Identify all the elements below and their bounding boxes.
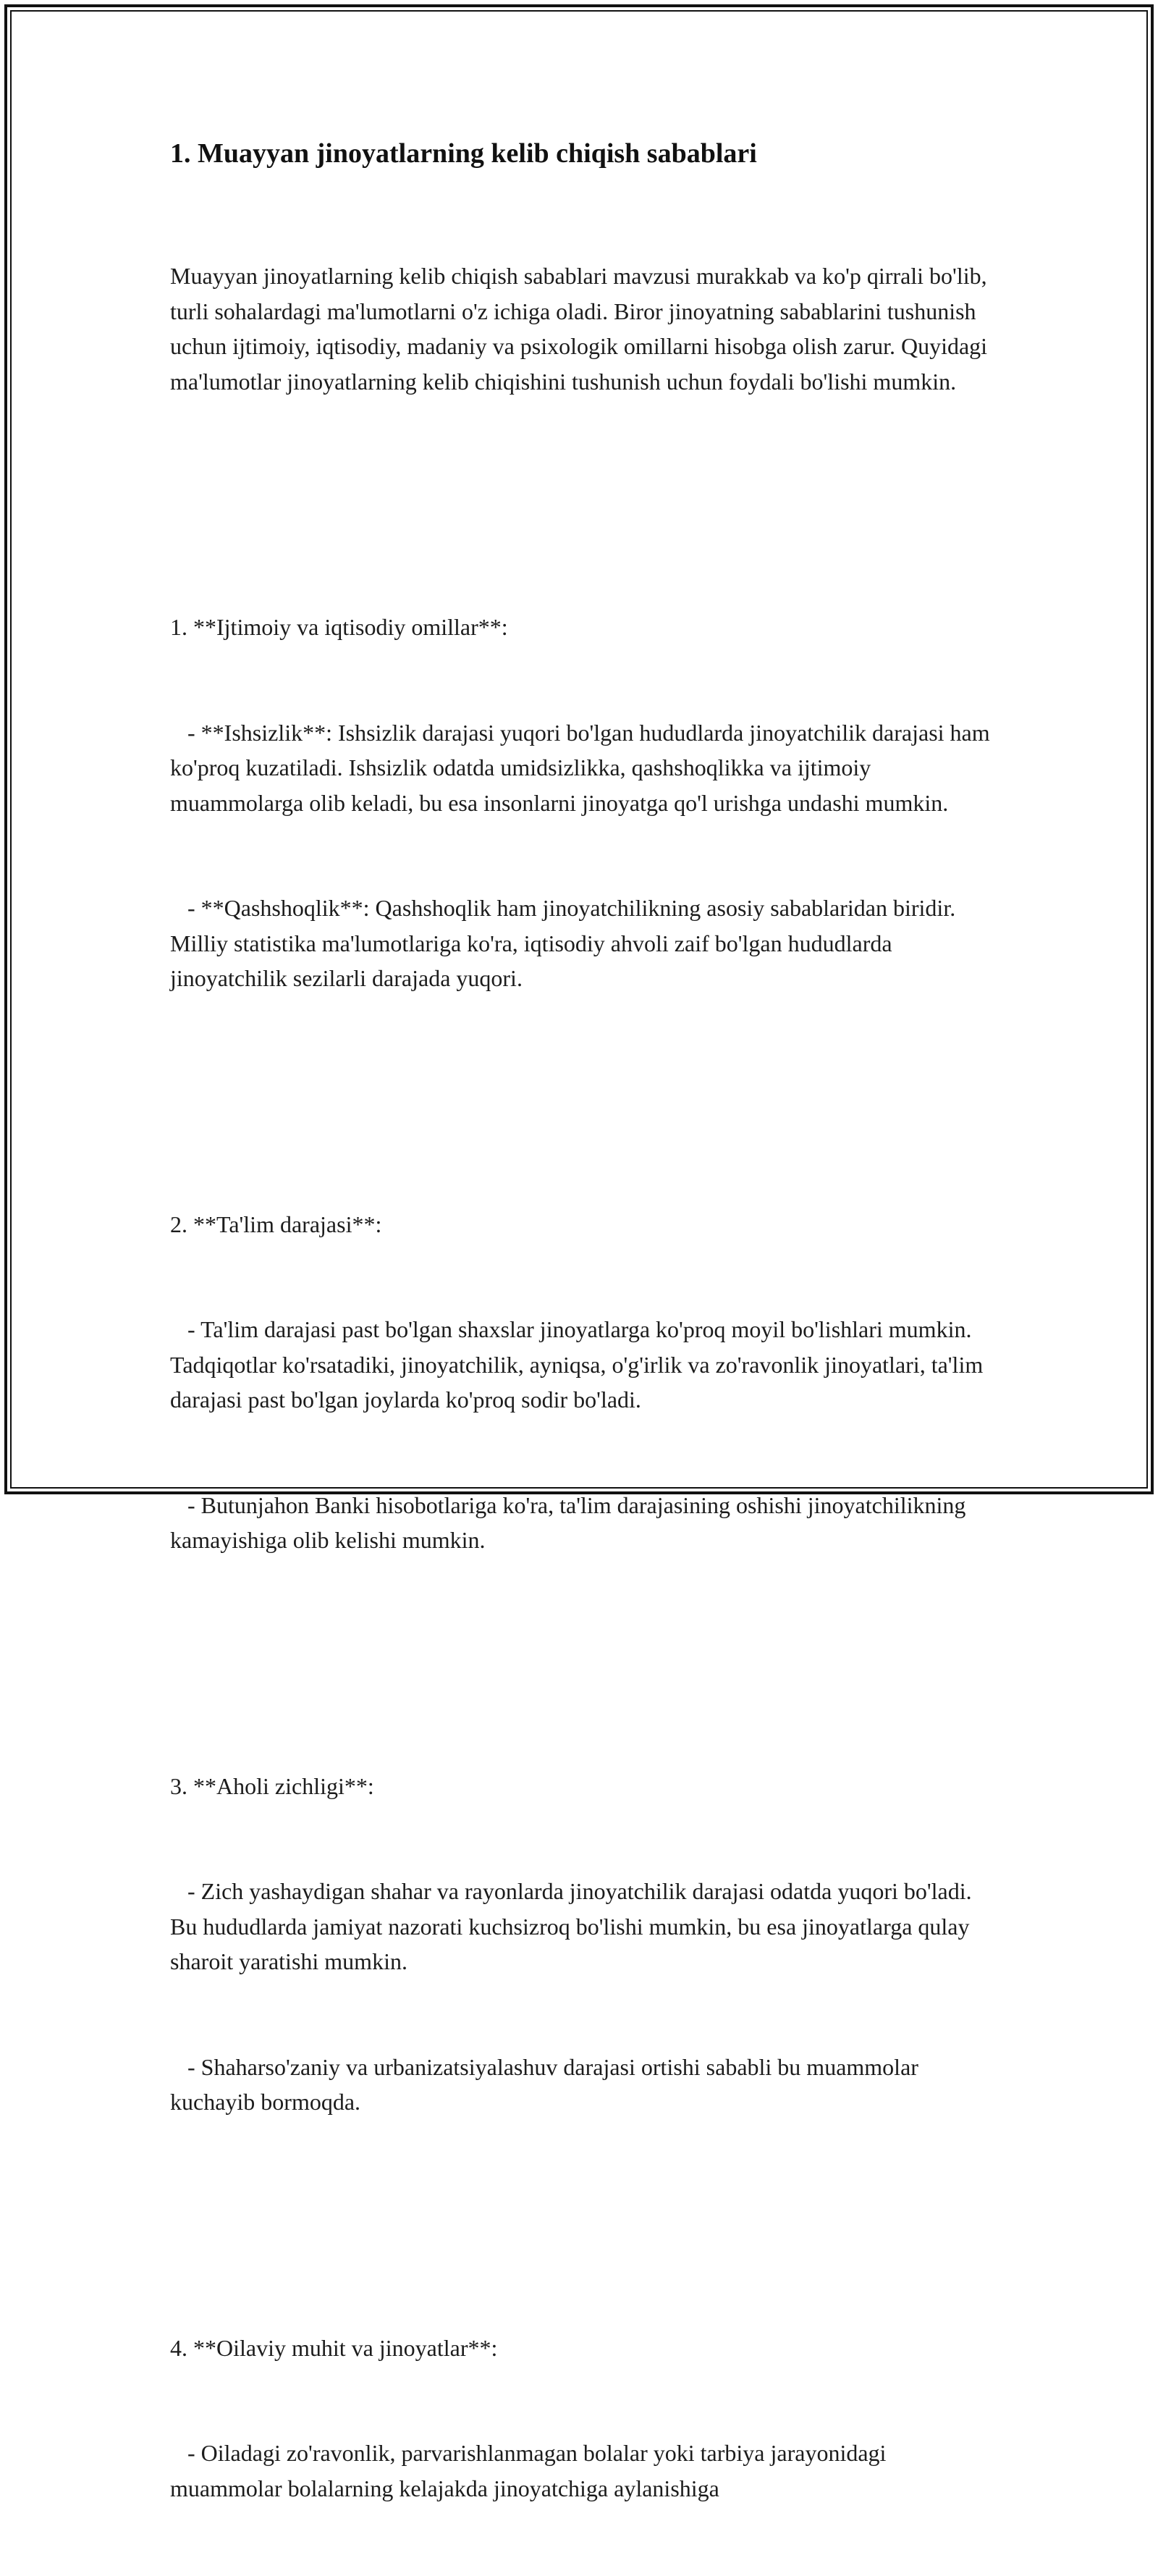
section-heading-2: 2. **Ta'lim darajasi**: <box>170 1211 382 1237</box>
paragraph-spacer <box>170 2190 995 2226</box>
section-2-item-1: - Ta'lim darajasi past bo'lgan shaxslar jinoyatlarga ko'proq moyil bo'lishlari mumkin. Tadqiqotlar ko'rsatadiki, jinoyatchilik, ayniqsa, o'g'irlik va zo'ravonlik jinoyatlari, ta'lim darajasi past bo'lgan joylarda ko'proq sodir bo'ladi. <box>170 1316 989 1413</box>
section-1-item-1: - **Ishsizlik**: Ishsizlik darajasi yuqori bo'lgan hududlarda jinoyatchilik darajasi ham ko'proq kuzatiladi. Ishsizlik odatda umidsizlikka, qashshoqlikka va ijtimoiy muammolarga olib keladi, bu esa insonlarni jinoyatga qo'l urishga undashi mumkin. <box>170 719 996 816</box>
section-heading-4: 4. **Oilaviy muhit va jinoyatlar**: <box>170 2334 498 2361</box>
section-3-item-1: - Zich yashaydigan shahar va rayonlarda jinoyatchilik darajasi odatda yuqori bo'ladi. Bu hududlarda jamiyat nazorati kuchsizroq bo'lishi mumkin, bu esa jinoyatlarga qulay sharoit yaratishi mumkin. <box>170 1878 978 1974</box>
section-4-item-1: - Oiladagi zo'ravonlik, parvarishlanmagan bolalar yoki tarbiya jarayonidagi muammolar bolalarning kelajakda jinoyatchiga aylanishiga <box>170 2440 892 2501</box>
paragraph-spacer <box>170 1628 995 1664</box>
section-3-item-2: - Shaharso'zaniy va urbanizatsiyalashuv darajasi ortishi sababli bu muammolar kuchayib bormoqda. <box>170 2053 924 2115</box>
intro-paragraph: Muayyan jinoyatlarning kelib chiqish sabablari mavzusi murakkab va ko'p qirrali bo'lib, turli sohalardagi ma'lumotlarni o'z ichiga oladi. Biror jinoyatning sabablarini tushunish uchun ijtimoiy, iqtisodiy, madaniy va psixologik omillarni hisobga olish zarur. Quyidagi ma'lumotlar jinoyatlarning kelib chiqishini tushunish uchun foydali bo'lishi mumkin. <box>170 263 994 395</box>
section-heading-1: 1. **Ijtimoiy va iqtisodiy omillar**: <box>170 614 508 640</box>
section-1-item-2: - **Qashshoqlik**: Qashshoqlik ham jinoyatchilikning asosiy sabablaridan biridir. Milliy statistika ma'lumotlariga ko'ra, iqtisodiy ahvoli zaif bo'lgan hududlarda jinoyatchilik sezilarli darajada yuqori. <box>170 895 962 991</box>
paragraph-spacer <box>170 469 995 505</box>
document-title: 1. Muayyan jinoyatlarning kelib chiqish sabablari <box>170 138 757 169</box>
section-heading-3: 3. **Aholi zichligi**: <box>170 1772 374 1799</box>
document-body <box>170 188 995 2576</box>
document-content <box>170 133 995 2576</box>
section-2-item-2: - Butunjahon Banki hisobotlariga ko'ra, ta'lim darajasining oshishi jinoyatchilikning kamayishiga olib kelishi mumkin. <box>170 1491 972 1553</box>
paragraph-spacer <box>170 1066 995 1102</box>
